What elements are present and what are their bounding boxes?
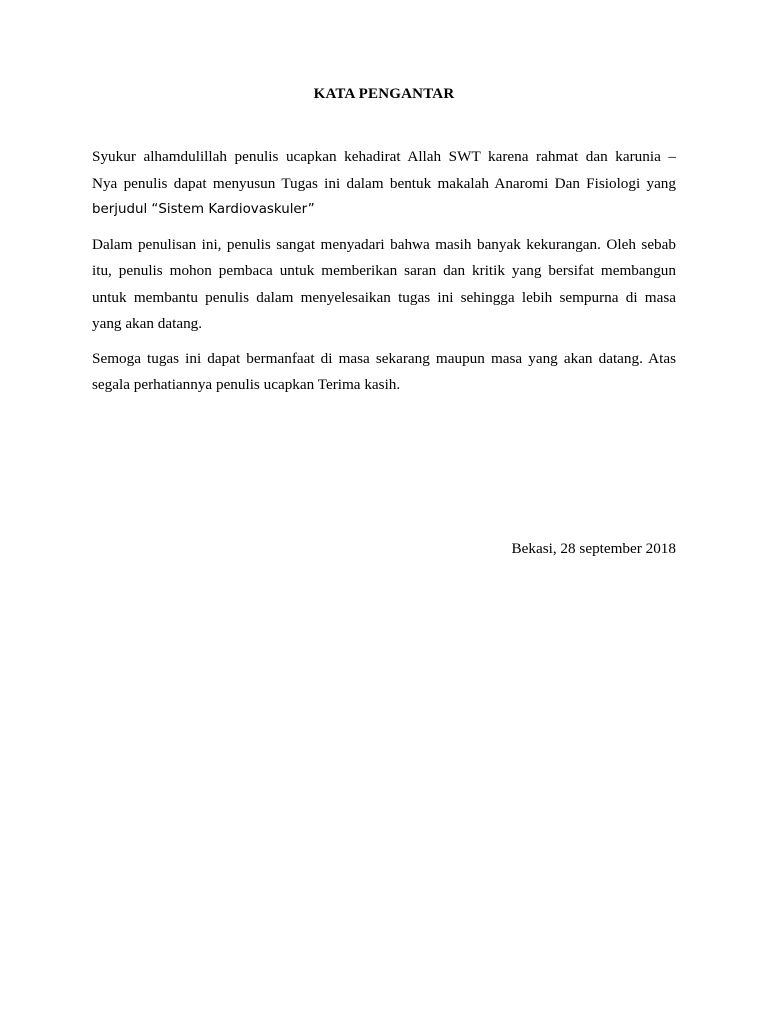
paragraph-2-line-2: itu, penulis mohon pembaca untuk memberikan saran dan kritik yang bersifat membangun	[92, 262, 676, 279]
document-body	[92, 144, 676, 407]
paragraph-1	[92, 144, 676, 224]
paragraph-1-line-1: Syukur alhamdulillah penulis ucapkan kehadirat Allah SWT karena rahmat dan karunia –	[92, 148, 676, 165]
page-title: KATA PENGANTAR	[313, 86, 455, 102]
paragraph-1-line-3: berjudul “Sistem Kardiovaskuler”	[92, 202, 315, 217]
paragraph-3-line-1: Semoga tugas ini dapat bermanfaat di masa sekarang maupun masa yang akan datang. Atas	[92, 349, 676, 367]
paragraph-2-line-1: Dalam penulisan ini, penulis sangat menyadari bahwa masih banyak kekurangan. Oleh sebab	[92, 235, 676, 253]
place-date-signature: Bekasi, 28 september 2018	[511, 540, 676, 557]
paragraph-2-line-3: untuk membantu penulis dalam menyelesaikan tugas ini sehingga lebih sempurna di masa	[92, 288, 676, 306]
paragraph-2-line-4: yang akan datang.	[92, 315, 203, 332]
paragraph-3-line-2: segala perhatiannya penulis ucapkan Terima kasih.	[92, 376, 401, 393]
paragraph-2	[92, 232, 676, 338]
paragraph-3	[92, 346, 676, 399]
paragraph-1-line-2: Nya penulis dapat menyusun Tugas ini dalam bentuk makalah Anaromi Dan Fisiologi yang	[92, 174, 676, 192]
